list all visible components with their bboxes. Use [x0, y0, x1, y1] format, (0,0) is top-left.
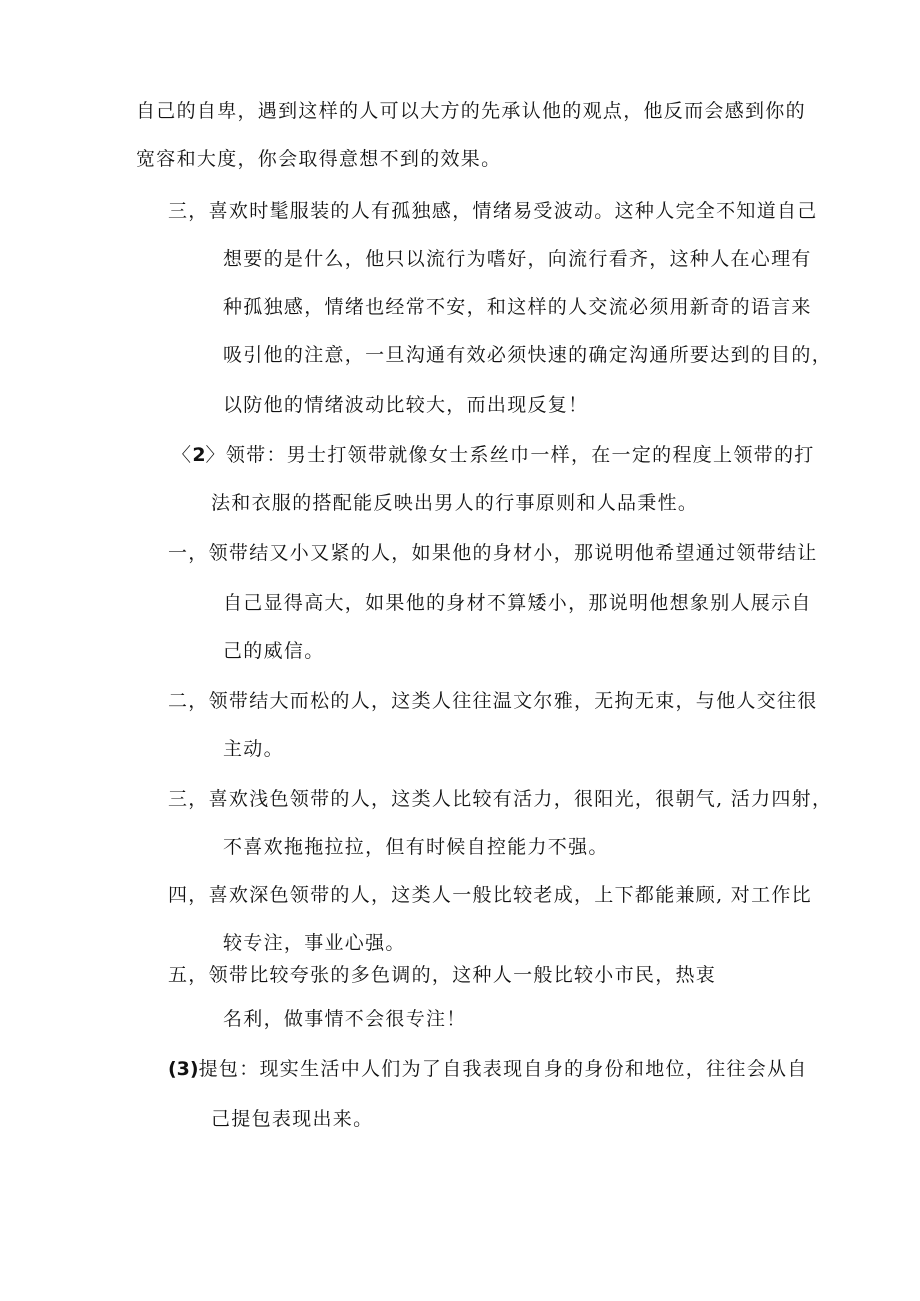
section-number: 2: [192, 444, 206, 466]
section-heading: [168, 1057, 808, 1081]
list-item-line: 名利，做事情不会很专注！: [223, 1008, 467, 1030]
section-marker: (3): [168, 1058, 199, 1080]
list-item-line: 四，喜欢深色领带的人，这类人一般比较老成，上下都能兼顾, 对工作比: [168, 884, 812, 906]
list-item-line: 己的威信。: [223, 640, 325, 662]
section-marker-close: 〉: [205, 444, 226, 466]
list-item-line: 不喜欢拖拖拉拉，但有时候自控能力不强。: [223, 836, 609, 858]
list-item-line: 种孤独感，情绪也经常不安，和这样的人交流必须用新奇的语言来: [223, 296, 812, 318]
list-item-line: 一，领带结又小又紧的人，如果他的身材小，那说明他希望通过领带结让: [168, 542, 818, 564]
list-item-line: 较专注，事业心强。: [223, 932, 406, 954]
list-item-line: 三，喜欢时髦服装的人有孤独感，情绪易受波动。这种人完全不知道自己: [168, 200, 818, 222]
paragraph-line: 宽容和大度，你会取得意想不到的效果。: [136, 148, 502, 170]
section-text: 提包：现实生活中人们为了自我表现自身的身份和地位，往往会从自: [198, 1058, 808, 1080]
section-heading: [172, 443, 815, 467]
section-text-line: 法和衣服的搭配能反映出男人的行事原则和人品秉性。: [211, 492, 699, 514]
paragraph-line: 自己的自卑，遇到这样的人可以大方的先承认他的观点，他反而会感到你的: [136, 100, 806, 122]
list-item-line: 想要的是什么，他只以流行为嗜好，向流行看齐，这种人在心理有: [223, 248, 812, 270]
section-text-line: 己提包表现出来。: [211, 1108, 374, 1130]
list-item-line: 二，领带结大而松的人，这类人往往温文尔雅，无拘无束，与他人交往很: [168, 690, 818, 712]
list-item-line: 五，领带比较夸张的多色调的，这种人一般比较小市民，热衷: [168, 964, 717, 986]
section-marker-open: 〈: [172, 444, 193, 466]
list-item-line: 三，喜欢浅色领带的人，这类人比较有活力，很阳光，很朝气, 活力四射，: [168, 788, 833, 810]
list-item-line: 以防他的情绪波动比较大，而出现反复！: [223, 394, 589, 416]
list-item-line: 吸引他的注意，一旦沟通有效必须快速的确定沟通所要达到的目的，: [223, 344, 833, 366]
list-item-line: 自己显得高大，如果他的身材不算矮小，那说明他想象别人展示自: [223, 592, 812, 614]
list-item-line: 主动。: [223, 738, 284, 760]
section-text: 领带：男士打领带就像女士系丝巾一样，在一定的程度上领带的打: [225, 444, 815, 466]
